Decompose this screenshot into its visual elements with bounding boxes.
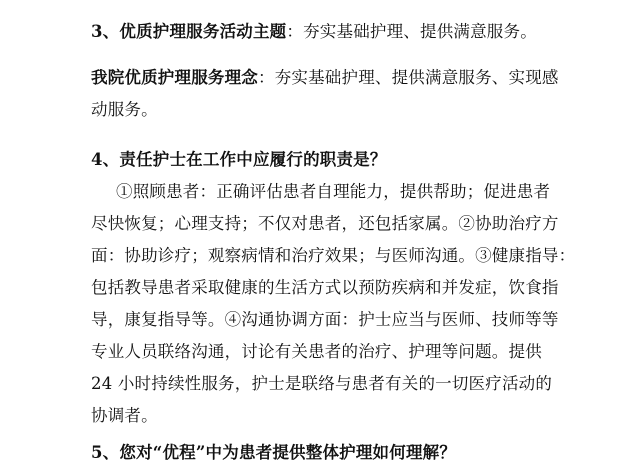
paragraph-line: 尽快恢复；心理支持；不仅对患者，还包括家属。②协助治疗方 xyxy=(91,214,559,233)
section-4-heading: 4、责任护士在工作中应履行的职责是？ xyxy=(91,150,387,169)
section-3-text: ：夯实基础护理、提供满意服务。 xyxy=(286,22,537,41)
paragraph-line: 包括教导患者采取健康的生活方式以预防疾病和并发症，饮食指 xyxy=(91,278,559,297)
paragraph-line: 导，康复指导等。④沟通协调方面：护士应当与医师、技师等等 xyxy=(91,310,559,329)
nursing-philosophy-line xyxy=(91,67,559,89)
paragraph-line: 24 小时持续性服务，护士是联络与患者有关的一切医疗活动的 xyxy=(91,374,553,393)
paragraph-line: 专业人员联络沟通，讨论有关患者的治疗、护理等问题。提供 xyxy=(91,342,542,361)
paragraph-line: ①照顾患者：正确评估患者自理能力，提供帮助；促进患者 xyxy=(116,182,551,201)
section-5-heading: 5、您对“优程”中为患者提供整体护理如何理解？ xyxy=(91,443,457,462)
nursing-philosophy-continuation: 动服务。 xyxy=(91,100,158,119)
section-3-heading: 3、优质护理服务活动主题 xyxy=(91,22,287,41)
section-3-line xyxy=(91,21,537,43)
paragraph-line: 面：协助诊疗；观察病情和治疗效果；与医师沟通。③健康指导： xyxy=(91,246,576,265)
nursing-philosophy-heading: 我院优质护理服务理念 xyxy=(91,68,258,87)
paragraph-line: 协调者。 xyxy=(91,406,158,425)
nursing-philosophy-text: ：夯实基础护理、提供满意服务、实现感 xyxy=(258,68,559,87)
